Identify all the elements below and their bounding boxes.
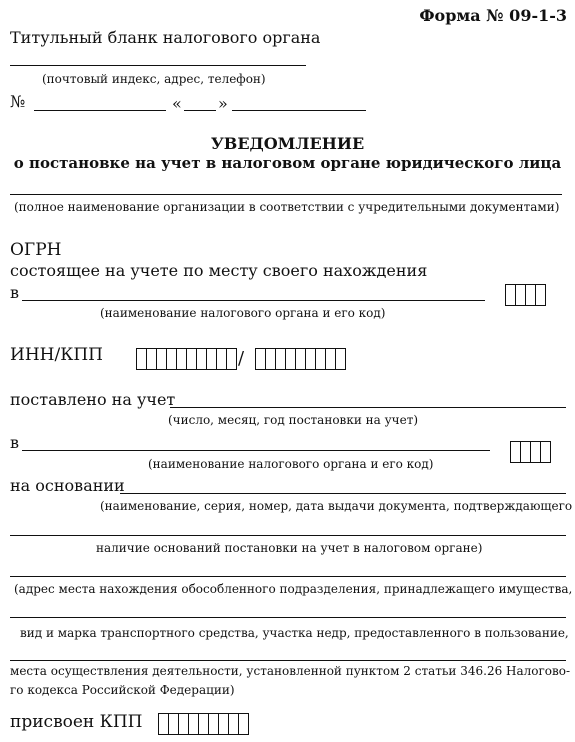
- placed-organ-caption: (наименование налогового органа и его код): [148, 457, 434, 471]
- placed-organ-line[interactable]: [22, 450, 490, 451]
- month-year-line[interactable]: [232, 110, 366, 111]
- placed-organ-code-boxes[interactable]: [510, 441, 551, 463]
- placed-date-caption: (число, месяц, год постановки на учет): [168, 413, 419, 427]
- basis-line-2[interactable]: [10, 535, 566, 536]
- registered-text: состоящее на учете по месту своего нахождения: [10, 261, 428, 280]
- address-caption-3: места осуществления деятельности, установленной пунктом 2 статьи 346.26 Налогово-: [10, 664, 571, 678]
- inn-boxes[interactable]: [136, 348, 237, 370]
- registered-organ-code-boxes[interactable]: [505, 284, 546, 306]
- address-caption-2: вид и марка транспортного средства, участка недр, предоставленного в пользование,: [20, 626, 569, 640]
- address-line-1[interactable]: [10, 576, 566, 577]
- date-quote-close: »: [218, 94, 228, 113]
- basis-line[interactable]: [120, 493, 566, 494]
- address-caption-4: го кодекса Российской Федерации): [10, 683, 235, 697]
- day-line[interactable]: [184, 110, 216, 111]
- basis-caption-2: наличие оснований постановки на учет в налоговом органе): [96, 541, 483, 555]
- inn-kpp-separator: /: [238, 348, 245, 369]
- org-name-caption: (полное наименование организации в соответствии с учредительными документами): [14, 200, 560, 214]
- document-title: УВЕДОМЛЕНИЕ: [210, 134, 365, 153]
- address-line-3[interactable]: [10, 660, 566, 661]
- number-sign: №: [10, 92, 26, 111]
- form-number: Форма № 09-1-3: [419, 6, 567, 25]
- org-name-line[interactable]: [10, 194, 562, 195]
- registered-prefix: в: [10, 283, 20, 302]
- kpp-boxes[interactable]: [255, 348, 346, 370]
- placed-prefix: в: [10, 433, 20, 452]
- kpp-assigned-boxes[interactable]: [158, 713, 249, 735]
- tax-authority-line: [10, 65, 306, 66]
- address-caption-1: (адрес места нахождения обособленного подразделения, принадлежащего имущества,: [14, 582, 573, 596]
- registered-organ-line[interactable]: [22, 300, 485, 301]
- ogrn-label: ОГРН: [10, 240, 62, 260]
- placed-label: поставлено на учет: [10, 390, 176, 409]
- postal-caption: (почтовый индекс, адрес, телефон): [42, 72, 266, 86]
- basis-label: на основании: [10, 476, 125, 495]
- kpp-assigned-label: присвоен КПП: [10, 712, 143, 732]
- document-subtitle: о постановке на учет в налоговом органе юридического лица: [13, 154, 562, 172]
- registered-organ-caption: (наименование налогового органа и его код): [100, 306, 386, 320]
- date-quote-open: «: [172, 94, 182, 113]
- address-line-2[interactable]: [10, 617, 566, 618]
- title-blank-label: Титульный бланк налогового органа: [10, 28, 321, 47]
- basis-caption-1: (наименование, серия, номер, дата выдачи документа, подтверждающего: [100, 499, 573, 513]
- placed-date-line[interactable]: [170, 407, 566, 408]
- inn-kpp-label: ИНН/КПП: [10, 345, 104, 365]
- number-line[interactable]: [34, 110, 166, 111]
